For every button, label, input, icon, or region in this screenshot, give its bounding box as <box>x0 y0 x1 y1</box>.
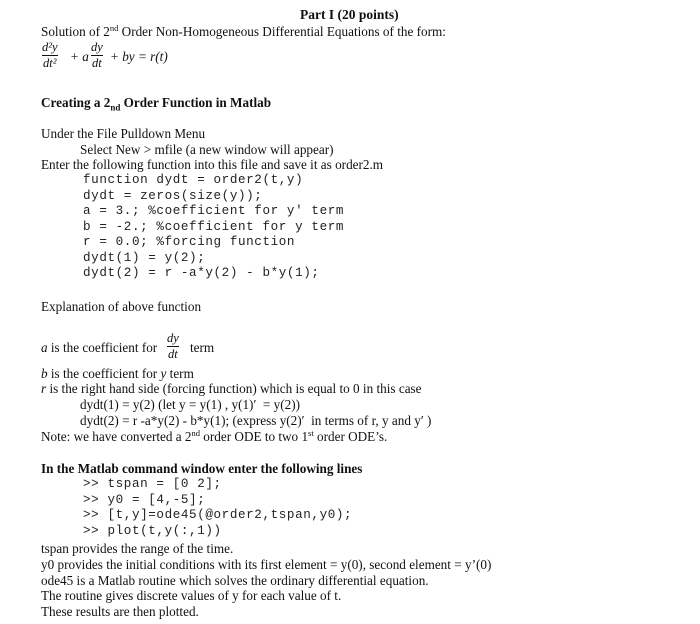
command-line: >> tspan = [0 2]; <box>83 477 222 491</box>
command-line: >> plot(t,y(:,1)) <box>83 524 222 538</box>
coefficient-a: + a <box>70 49 89 64</box>
code-line: dydt(1) = y(2); <box>83 251 206 265</box>
explanation-b-line: b is the coefficient for y term <box>41 366 194 381</box>
section-heading-create-function: Creating a $2_{nd}$ Order Function in Matlab <box>41 95 272 113</box>
code-line: a = 3.; %coefficient for y' term <box>83 204 345 218</box>
closing-line: tspan provides the range of the time. <box>41 541 234 556</box>
note-line: Note: we have converted a 2nd order ODE to two 1st order ODE’s. <box>41 428 388 444</box>
instruction-line-1: Under the File Pulldown Menu <box>41 126 206 141</box>
first-derivative-fraction: dy dt <box>91 40 103 70</box>
command-line: >> y0 = [4,-5]; <box>83 493 206 507</box>
explanation-a-term: term <box>190 340 215 355</box>
dy-dt-fraction: dy dt <box>167 331 179 361</box>
equation-rest: + by = r(t) <box>110 49 168 64</box>
code-line: b = -2.; %coefficient for y term <box>83 220 345 234</box>
command-line: >> [t,y]=ode45(@order2,tspan,y0); <box>83 508 353 522</box>
code-line: dydt(2) = r -a*y(2) - b*y(1); <box>83 266 320 280</box>
code-line: function dydt = order2(t,y) <box>83 173 304 187</box>
closing-line: The routine gives discrete values of y for each value of t. <box>41 588 342 603</box>
explanation-r-line: r is the right hand side (forcing function) which is equal to 0 in this case <box>41 381 422 396</box>
explanation-dydt2: dydt(2) = r -a*y(2) - b*y(1); (express y(2)′ in terms of r, y and y′ ) <box>80 413 432 428</box>
closing-line: y0 provides the initial conditions with its first element = y(0), second element = y’(0) <box>41 557 492 572</box>
solution-line: Solution of 2nd Order Non-Homogeneous Differential Equations of the form: <box>41 23 446 39</box>
part-title: Part I (20 points) <box>300 7 399 22</box>
code-line: dydt = zeros(size(y)); <box>83 189 263 203</box>
explanation-a-line: a is the coefficient for <box>41 340 158 355</box>
closing-line: ode45 is a Matlab routine which solves the ordinary differential equation. <box>41 573 429 588</box>
section-heading-command-window: In the Matlab command window enter the following lines <box>41 461 363 476</box>
code-line: r = 0.0; %forcing function <box>83 235 296 249</box>
explanation-heading: Explanation of above function <box>41 299 202 314</box>
closing-line: These results are then plotted. <box>41 604 199 619</box>
instruction-line-2: Select New > mfile (a new window will appear) <box>80 142 334 157</box>
instruction-line-3: Enter the following function into this file and save it as order2.m <box>41 157 384 172</box>
second-derivative-fraction: d²y dt² <box>42 40 58 70</box>
explanation-dydt1: dydt(1) = y(2) (let y = y(1) , y(1)′ = y(2)) <box>80 397 301 412</box>
